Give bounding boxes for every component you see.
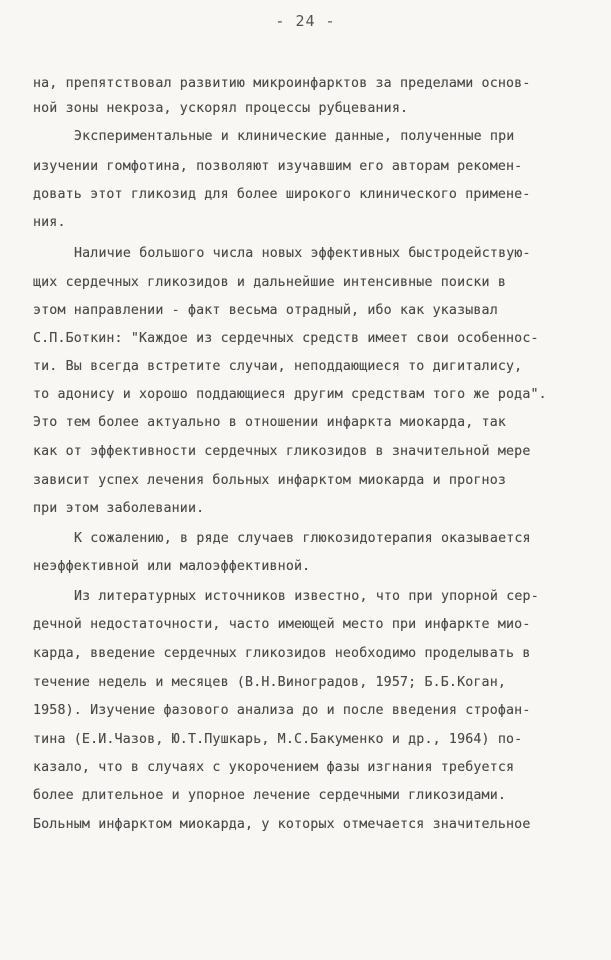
text-line: щих сердечных гликозидов и дальнейшие интенсивные поиски в (33, 275, 507, 290)
text-line: на, препятствовал развитию микроинфарктов за пределами основ- (33, 76, 531, 91)
text-line: С.П.Боткин: "Каждое из сердечных средств имеет свои особеннос- (33, 331, 539, 346)
text-line: К сожалению, в ряде случаев глюкозидотерапия оказывается (74, 531, 531, 546)
text-line: ния. (33, 215, 66, 230)
text-line: тина (Е.И.Чазов, Ю.Т.Пушкарь, М.С.Бакуменко и др., 1964) по- (33, 732, 523, 747)
text-line: 1958). Изучение фазового анализа до и после введения строфан- (33, 703, 531, 718)
text-line: дечной недостаточности, часто имеющей место при инфаркте мио- (33, 617, 531, 632)
text-line: Экспериментальные и клинические данные, полученные при (74, 129, 515, 144)
text-line: течение недель и месяцев (В.Н.Виноградов, 1957; Б.Б.Коган, (33, 675, 507, 690)
text-line: Больным инфарктом миокарда, у которых отмечается значительное (33, 817, 531, 832)
text-line: карда, введение сердечных гликозидов необходимо проделывать в (33, 646, 531, 661)
text-line: то адонису и хорошо поддающиеся другим средствам того же рода". (33, 387, 547, 402)
page-number: - 24 - (275, 12, 336, 30)
text-line: ти. Вы всегда встретите случаи, неподдающиеся то дигиталису, (33, 359, 523, 374)
text-line: при этом заболевании. (33, 501, 205, 516)
text-line: Из литературных источников известно, что при упорной сер- (74, 589, 539, 604)
text-line: неэффективной или малоэффективной. (33, 559, 311, 574)
text-line: как от эффективности сердечных гликозидов в значительной мере (33, 444, 531, 459)
text-line: довать этот гликозид для более широкого клинического примене- (33, 187, 531, 202)
text-line: более длительное и упорное лечение сердечными гликозидами. (33, 788, 507, 803)
text-line: зависит успех лечения больных инфарктом миокарда и прогноз (33, 473, 507, 488)
text-line: ной зоны некроза, ускорял процессы рубцевания. (33, 101, 409, 116)
text-line: казало, что в случаях с укорочением фазы изгнания требуется (33, 760, 515, 775)
text-line: Наличие большого числа новых эффективных быстродействую- (74, 246, 531, 261)
text-line: изучении гомфотина, позволяют изучавшим его авторам рекомен- (33, 159, 523, 174)
text-line: Это тем более актуально в отношении инфаркта миокарда, так (33, 415, 507, 430)
text-line: этом направлении - факт весьма отрадный, ибо как указывал (33, 303, 498, 318)
